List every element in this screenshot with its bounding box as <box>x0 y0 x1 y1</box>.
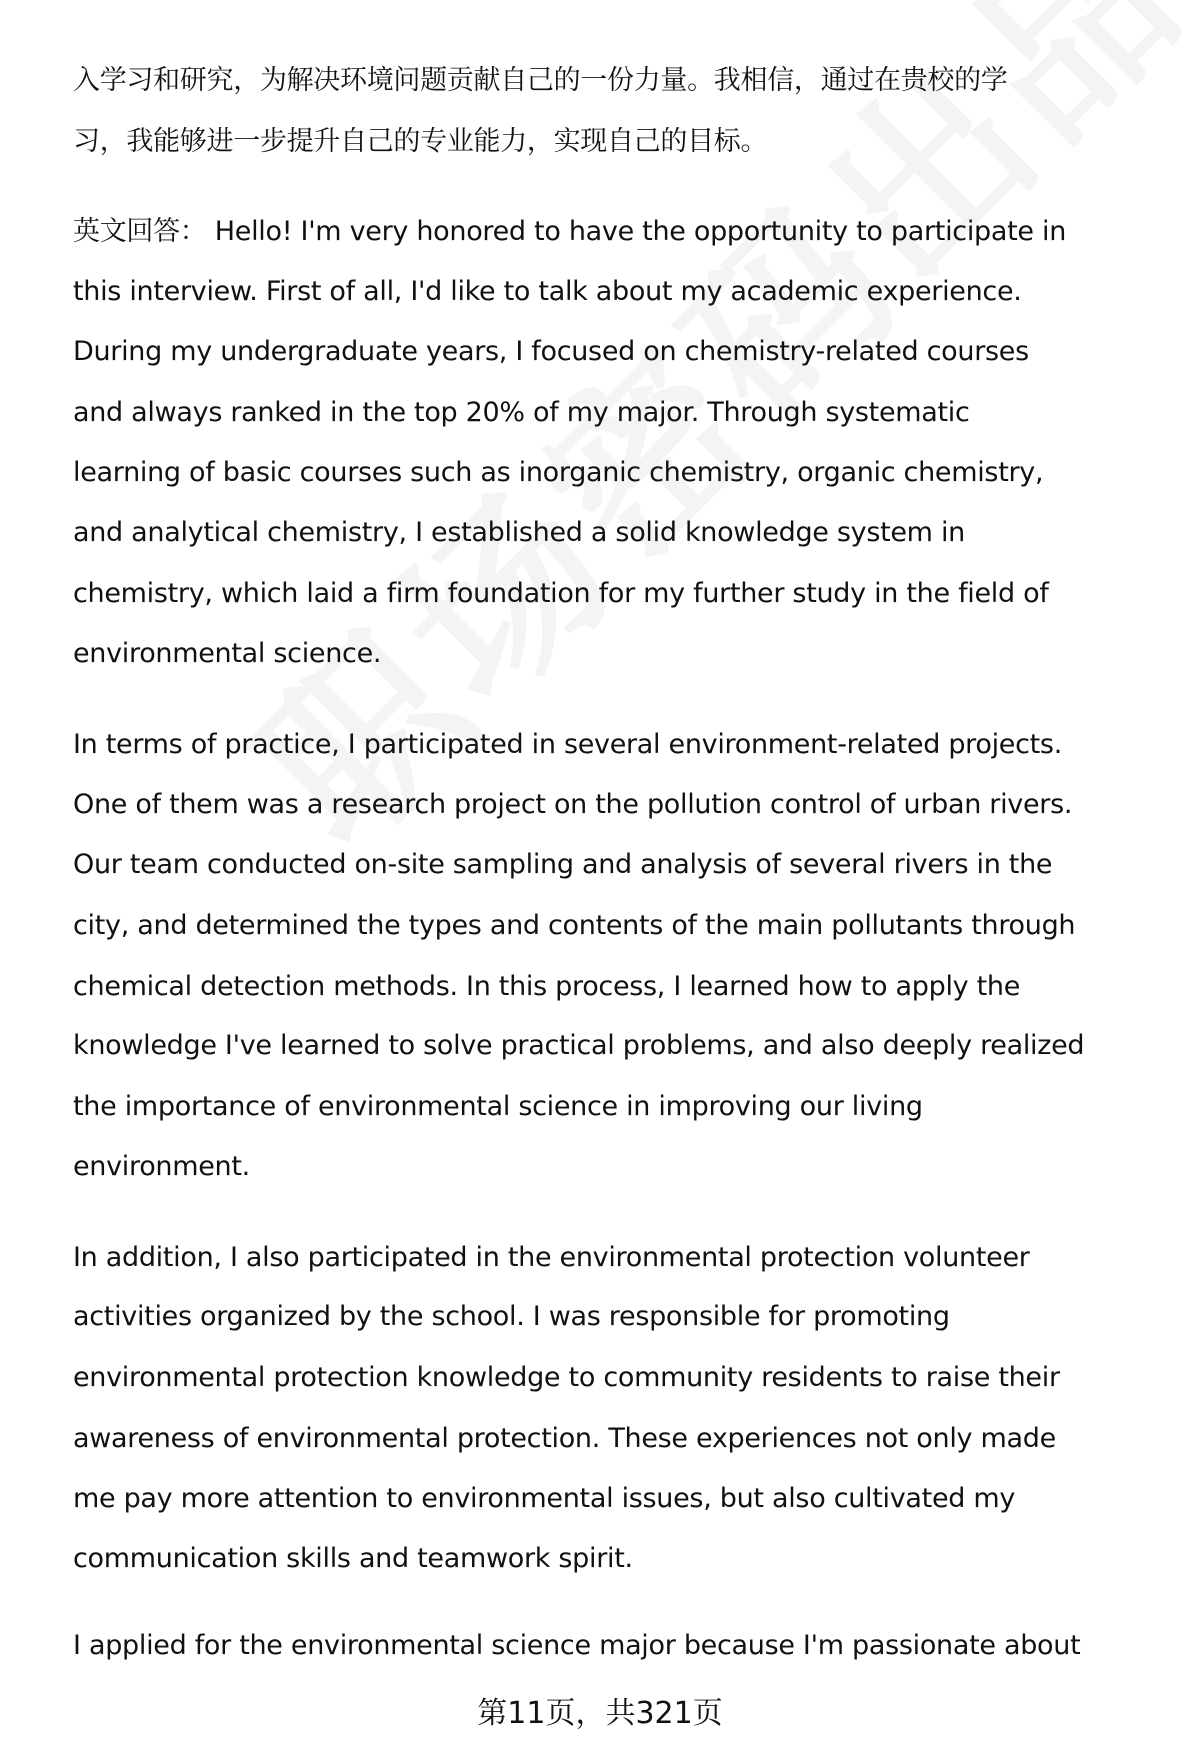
text-line: awareness of environmental protection. These experiences not only made <box>73 1423 1056 1454</box>
text-line: communication skills and teamwork spirit. <box>73 1543 633 1574</box>
text-line: and always ranked in the top 20% of my major. Through systematic <box>73 397 970 428</box>
text-line: chemical detection methods. In this process, I learned how to apply the <box>73 971 1021 1002</box>
text-line: In terms of practice, I participated in several environment-related projects. <box>73 729 1062 760</box>
text-line: 入学习和研究，为解决环境问题贡献自己的一份力量。我相信，通过在贵校的学 <box>73 65 1008 96</box>
text-line: city, and determined the types and contents of the main pollutants through <box>73 910 1076 941</box>
text-line: environmental protection knowledge to community residents to raise their <box>73 1362 1060 1393</box>
text-line: Our team conducted on-site sampling and analysis of several rivers in the <box>73 849 1053 880</box>
text-line: and analytical chemistry, I established a solid knowledge system in <box>73 517 965 548</box>
text-line: During my undergraduate years, I focused on chemistry-related courses <box>73 336 1029 367</box>
text-line: the importance of environmental science in improving our living <box>73 1091 923 1122</box>
text-line: environment. <box>73 1151 250 1182</box>
text-line: learning of basic courses such as inorganic chemistry, organic chemistry, <box>73 457 1044 488</box>
text-line: In addition, I also participated in the environmental protection volunteer <box>73 1242 1030 1273</box>
page-indicator: 第11页，共321页 <box>477 1696 723 1731</box>
text-line: knowledge I've learned to solve practical problems, and also deeply realized <box>73 1030 1085 1061</box>
text-line: environmental science. <box>73 638 382 669</box>
text-line: One of them was a research project on the pollution control of urban rivers. <box>73 789 1073 820</box>
text-line: 习，我能够进一步提升自己的专业能力，实现自己的目标。 <box>73 126 768 157</box>
text-line: chemistry, which laid a firm foundation for my further study in the field of <box>73 578 1049 609</box>
text-line: activities organized by the school. I was responsible for promoting <box>73 1301 950 1332</box>
text-line: I applied for the environmental science major because I'm passionate about <box>73 1630 1081 1661</box>
text-line: this interview. First of all, I'd like to talk about my academic experience. <box>73 276 1022 307</box>
text-line: me pay more attention to environmental issues, but also cultivated my <box>73 1483 1016 1514</box>
text-line: 英文回答： Hello! I'm very honored to have the opportunity to participate in <box>73 216 1067 247</box>
